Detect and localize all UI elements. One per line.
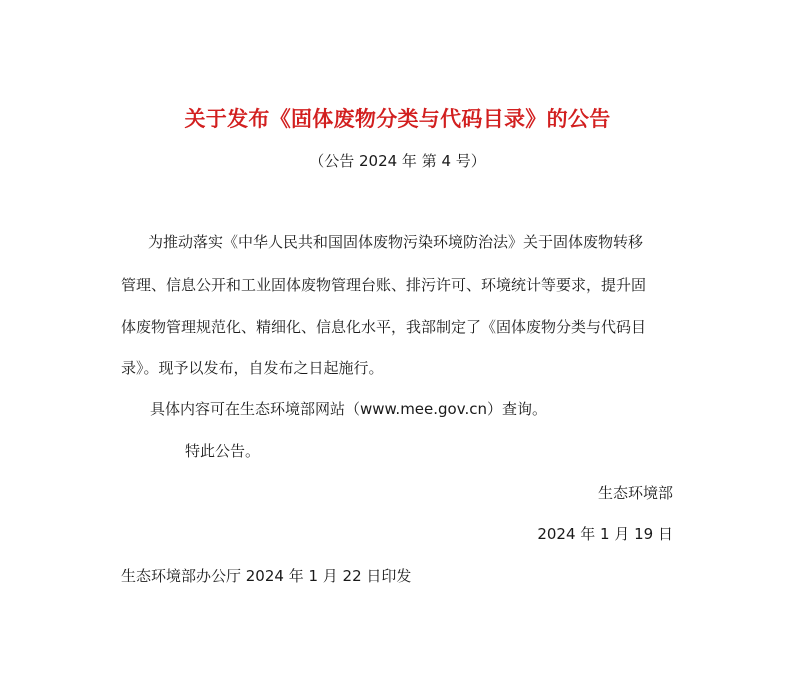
body-line-1: 为推动落实《中华人民共和国固体废物污染环境防治法》关于固体废物转移 [148, 233, 644, 251]
announcement-number: （公告 2024 年 第 4 号） [309, 152, 486, 170]
announcement-title: 关于发布《固体废物分类与代码目录》的公告 [184, 107, 611, 131]
issuer-signature: 生态环境部 [597, 484, 673, 502]
closing-remark: 特此公告。 [185, 442, 261, 460]
body-line-4: 录》。现予以发布，自发布之日起施行。 [121, 359, 384, 377]
body-line-3: 体废物管理规范化、精细化、信息化水平，我部制定了《固体废物分类与代码目 [121, 318, 647, 336]
website-reference-line: 具体内容可在生态环境部网站（www.mee.gov.cn）查询。 [150, 400, 547, 418]
print-footer: 生态环境部办公厅 2024 年 1 月 22 日印发 [121, 567, 412, 585]
issue-date: 2024 年 1 月 19 日 [537, 525, 673, 543]
body-line-2: 管理、信息公开和工业固体废物管理台账、排污许可、环境统计等要求，提升固 [121, 276, 647, 294]
